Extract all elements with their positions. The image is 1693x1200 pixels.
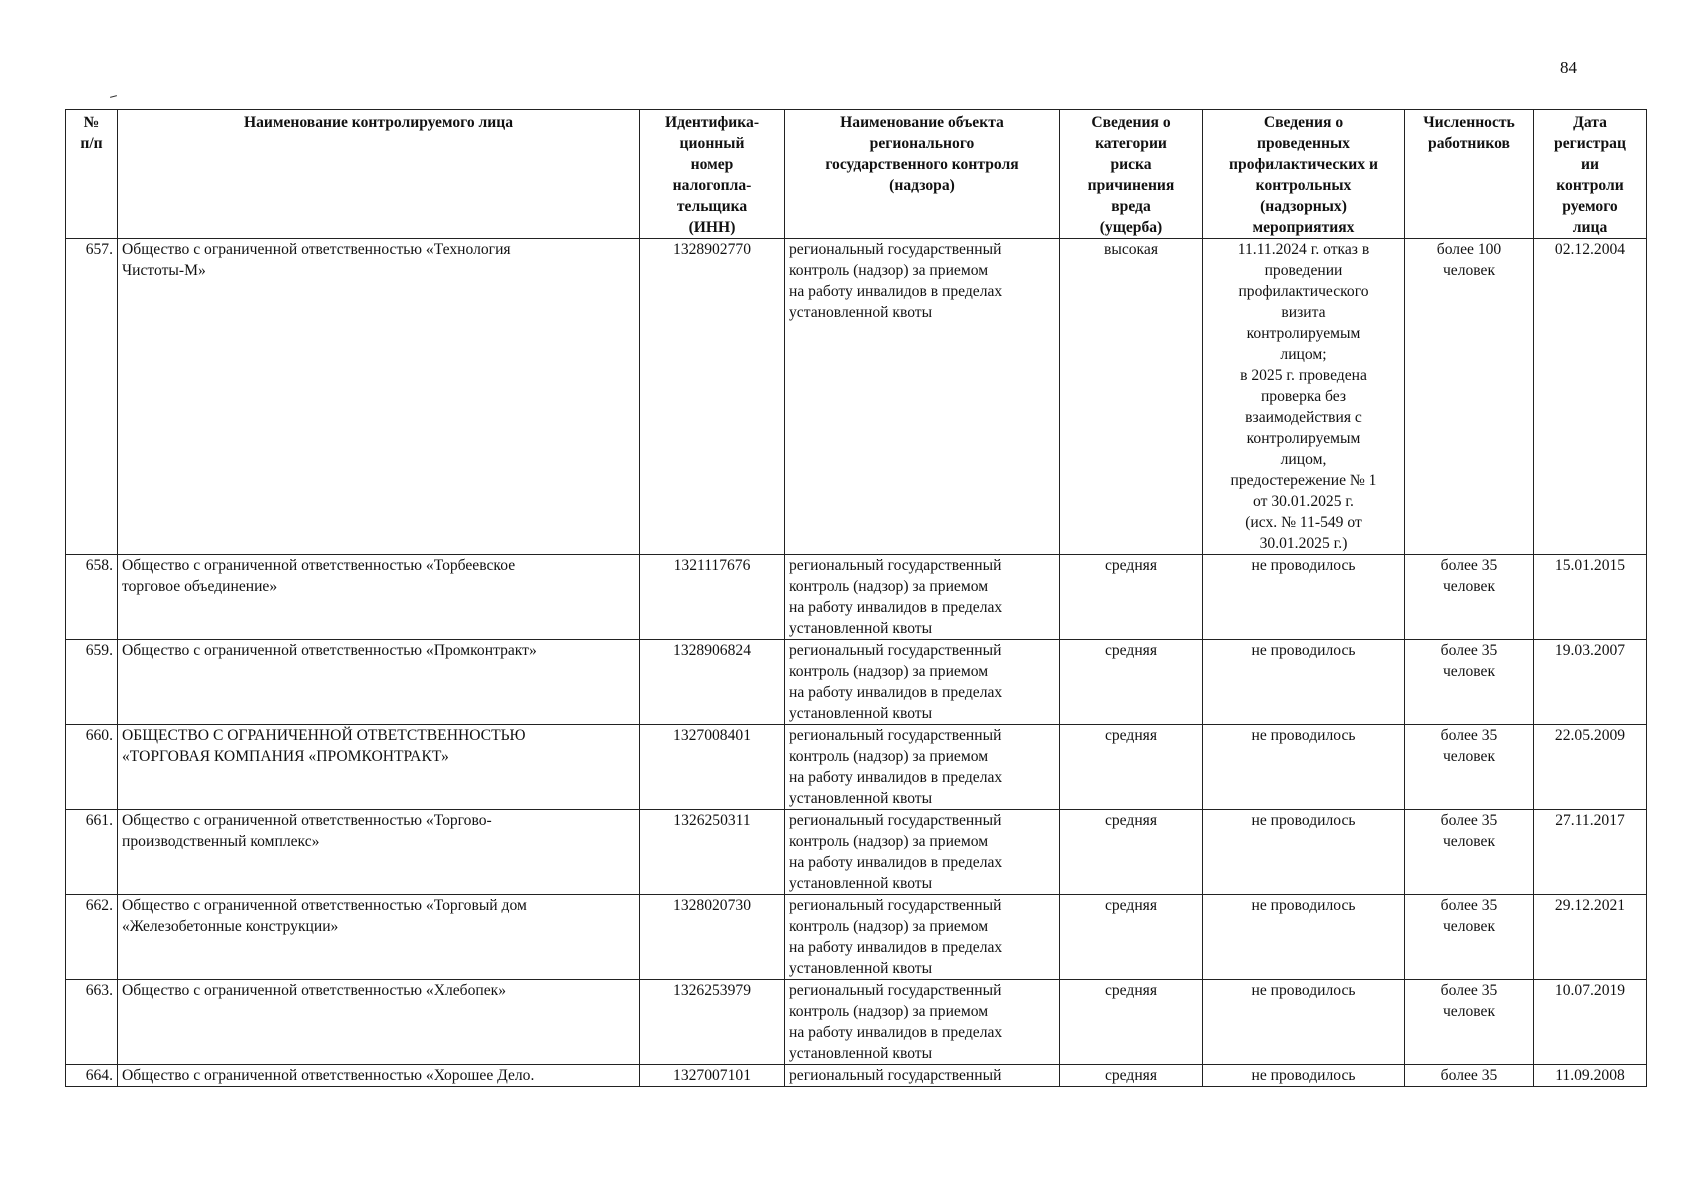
inn-value	[640, 725, 785, 810]
control-object-line: региональный государственный	[789, 557, 1002, 574]
control-object-line: установленной квоты	[789, 705, 933, 722]
inn-value	[640, 980, 785, 1065]
col-risk-header-line: вреда	[1111, 198, 1151, 215]
measures-info	[1203, 725, 1405, 810]
organization-name-line: Общество с ограниченной ответственностью «Торгово-	[122, 812, 492, 829]
registration-date	[1534, 239, 1647, 555]
col-measures-header-line: контрольных	[1255, 177, 1352, 194]
organization-name	[118, 640, 640, 725]
measures-info-line: проведении	[1264, 262, 1343, 279]
measures-info	[1203, 980, 1405, 1065]
organization-name	[118, 810, 640, 895]
registration-date-line: 15.01.2015	[1554, 557, 1626, 574]
table-row	[66, 810, 1647, 895]
organization-name-line: Общество с ограниченной ответственностью «Хлебопек»	[122, 982, 507, 999]
control-object	[785, 555, 1060, 640]
risk-category	[1060, 555, 1203, 640]
measures-info-line: не проводилось	[1251, 727, 1356, 744]
control-object-line: контроль (надзор) за приемом	[789, 578, 989, 595]
control-object-line: установленной квоты	[789, 960, 933, 977]
inn-value-line: 1326250311	[673, 812, 751, 829]
row-number-line: 659.	[85, 642, 113, 659]
control-object-line: контроль (надзор) за приемом	[789, 663, 989, 680]
control-object	[785, 640, 1060, 725]
col-risk-header-line: причинения	[1087, 177, 1175, 194]
col-date-header-line: лица	[1572, 219, 1608, 236]
registration-date	[1534, 555, 1647, 640]
control-object-line: региональный государственный	[789, 1067, 1002, 1084]
col-object-header-line: Наименование объекта	[840, 114, 1004, 131]
control-object	[785, 1065, 1060, 1087]
risk-category-line: средняя	[1104, 727, 1158, 744]
staff-count	[1405, 810, 1534, 895]
registration-date-line: 02.12.2004	[1554, 241, 1626, 258]
table-header	[66, 110, 1647, 239]
staff-count	[1405, 1065, 1534, 1087]
measures-info	[1203, 640, 1405, 725]
measures-info-line: 30.01.2025 г.)	[1259, 535, 1348, 552]
measures-info	[1203, 555, 1405, 640]
staff-count-line: человек	[1442, 918, 1496, 935]
inn-value	[640, 640, 785, 725]
control-object-line: контроль (надзор) за приемом	[789, 833, 989, 850]
col-object-header-line: (надзора)	[889, 177, 955, 194]
table-row	[66, 725, 1647, 810]
col-object-header	[785, 110, 1060, 239]
risk-category	[1060, 895, 1203, 980]
table-row	[66, 239, 1647, 555]
row-number	[66, 1065, 118, 1087]
risk-category	[1060, 725, 1203, 810]
col-object-header-line: государственного контроля	[825, 156, 1019, 173]
col-inn-header-line: Идентифика-	[664, 114, 760, 131]
col-risk-header	[1060, 110, 1203, 239]
col-object-header-line: регионального	[869, 135, 975, 152]
staff-count-line: более 35	[1440, 727, 1498, 744]
control-object	[785, 980, 1060, 1065]
organization-name	[118, 555, 640, 640]
row-number	[66, 725, 118, 810]
measures-info-line: профилактического	[1238, 283, 1369, 300]
control-object-line: региональный государственный	[789, 642, 1002, 659]
control-object-line: контроль (надзор) за приемом	[789, 918, 989, 935]
staff-count-line: более 100	[1436, 241, 1502, 258]
row-number	[66, 239, 118, 555]
col-date-header-line: контроли	[1556, 177, 1624, 194]
inn-value	[640, 895, 785, 980]
control-object	[785, 725, 1060, 810]
control-object-line: установленной квоты	[789, 1045, 933, 1062]
col-measures-header-line: (надзорных)	[1260, 198, 1347, 215]
risk-category	[1060, 239, 1203, 555]
control-object-line: региональный государственный	[789, 727, 1002, 744]
measures-info	[1203, 239, 1405, 555]
control-object-line: установленной квоты	[789, 875, 933, 892]
registration-date-line: 19.03.2007	[1554, 642, 1626, 659]
control-object-line: контроль (надзор) за приемом	[789, 1003, 989, 1020]
risk-category	[1060, 980, 1203, 1065]
control-object-line: на работу инвалидов в пределах	[789, 854, 1003, 871]
staff-count-line: человек	[1442, 748, 1496, 765]
control-object-line: на работу инвалидов в пределах	[789, 769, 1003, 786]
organization-name-line: Общество с ограниченной ответственностью «Торбеевское	[122, 557, 516, 574]
control-object-line: установленной квоты	[789, 620, 933, 637]
registration-date-line: 10.07.2019	[1554, 982, 1626, 999]
organization-name-line: ОБЩЕСТВО С ОГРАНИЧЕННОЙ ОТВЕТСТВЕННОСТЬЮ	[122, 727, 526, 744]
registration-date	[1534, 895, 1647, 980]
row-number	[66, 810, 118, 895]
inn-value-line: 1328902770	[673, 241, 751, 258]
organization-name-line: Общество с ограниченной ответственностью «Торговый дом	[122, 897, 527, 914]
col-inn-header-line: ционный	[679, 135, 745, 152]
inn-value-line: 1327007101	[673, 1067, 751, 1084]
col-staff-header	[1405, 110, 1534, 239]
control-object	[785, 239, 1060, 555]
organization-name-line: Чистоты-М»	[122, 262, 206, 279]
measures-info-line: взаимодействия с	[1245, 409, 1362, 426]
staff-count-line: более 35	[1440, 897, 1498, 914]
control-object-line: региональный государственный	[789, 897, 1002, 914]
measures-info-line: лицом,	[1280, 451, 1327, 468]
measures-info-line: не проводилось	[1251, 897, 1356, 914]
measures-info	[1203, 1065, 1405, 1087]
col-inn-header-line: (ИНН)	[688, 219, 736, 236]
organization-name-line: торговое объединение»	[122, 578, 278, 595]
organization-name	[118, 895, 640, 980]
measures-info-line: в 2025 г. проведена	[1240, 367, 1367, 384]
col-measures-header-line: мероприятиях	[1252, 219, 1355, 236]
col-date-header-line: руемого	[1562, 198, 1618, 215]
registration-date-line: 27.11.2017	[1555, 812, 1625, 829]
col-measures-header-line: проведенных	[1257, 135, 1350, 152]
organization-name	[118, 725, 640, 810]
col-date-header	[1534, 110, 1647, 239]
risk-category-line: средняя	[1104, 897, 1158, 914]
col-staff-header-line: работников	[1428, 135, 1510, 152]
measures-info-line: лицом;	[1280, 346, 1327, 363]
row-number	[66, 980, 118, 1065]
staff-count	[1405, 239, 1534, 555]
registration-date-line: 11.09.2008	[1555, 1067, 1625, 1084]
risk-category-line: средняя	[1104, 1067, 1158, 1084]
staff-count	[1405, 895, 1534, 980]
control-object-line: установленной квоты	[789, 790, 933, 807]
control-object-line: контроль (надзор) за приемом	[789, 748, 989, 765]
measures-info	[1203, 895, 1405, 980]
staff-count-line: человек	[1442, 262, 1496, 279]
table-row	[66, 640, 1647, 725]
staff-count	[1405, 555, 1534, 640]
table-row	[66, 980, 1647, 1065]
col-risk-header-line: (ущерба)	[1099, 219, 1163, 236]
measures-info-line: не проводилось	[1251, 982, 1356, 999]
col-inn-header	[640, 110, 785, 239]
control-object-line: на работу инвалидов в пределах	[789, 684, 1003, 701]
measures-info-line: не проводилось	[1251, 642, 1356, 659]
staff-count-line: более 35	[1440, 982, 1498, 999]
staff-count-line: более 35	[1440, 557, 1498, 574]
measures-info-line: визита	[1281, 304, 1326, 321]
measures-info-line: предостережение № 1	[1230, 472, 1377, 489]
measures-info-line: контролируемым	[1246, 430, 1361, 447]
table-row	[66, 555, 1647, 640]
risk-category-line: высокая	[1104, 241, 1158, 258]
col-risk-header-line: риска	[1110, 156, 1152, 173]
staff-count-line: человек	[1442, 1003, 1496, 1020]
measures-info-line: проверка без	[1260, 388, 1347, 405]
row-number-line: 664.	[85, 1067, 113, 1084]
col-name-header-line: Наименование контролируемого лица	[243, 114, 514, 131]
inn-value-line: 1326253979	[673, 982, 751, 999]
col-inn-header-line: номер	[690, 156, 734, 173]
staff-count-line: более 35	[1440, 642, 1498, 659]
risk-category	[1060, 810, 1203, 895]
registry-table	[65, 109, 1647, 1087]
measures-info	[1203, 810, 1405, 895]
measures-info-line: не проводилось	[1251, 1067, 1356, 1084]
scan-mark	[110, 95, 117, 98]
measures-info-line: (исх. № 11-549 от	[1245, 514, 1362, 531]
staff-count-line: более 35	[1440, 812, 1498, 829]
control-object-line: установленной квоты	[789, 304, 933, 321]
risk-category-line: средняя	[1104, 982, 1158, 999]
measures-info-line: не проводилось	[1251, 812, 1356, 829]
staff-count	[1405, 640, 1534, 725]
col-risk-header-line: категории	[1095, 135, 1167, 152]
col-measures-header	[1203, 110, 1405, 239]
row-number-line: 658.	[85, 557, 113, 574]
inn-value-line: 1321117676	[673, 557, 751, 574]
row-number	[66, 895, 118, 980]
staff-count-line: человек	[1442, 578, 1496, 595]
control-object-line: на работу инвалидов в пределах	[789, 939, 1003, 956]
inn-value	[640, 1065, 785, 1087]
registration-date	[1534, 640, 1647, 725]
row-number-line: 657.	[85, 241, 113, 258]
row-number	[66, 640, 118, 725]
control-object-line: на работу инвалидов в пределах	[789, 1024, 1003, 1041]
registration-date	[1534, 725, 1647, 810]
staff-count-line: человек	[1442, 663, 1496, 680]
col-date-header-line: Дата	[1573, 114, 1607, 131]
col-measures-header-line: Сведения о	[1263, 114, 1344, 131]
organization-name-line: Общество с ограниченной ответственностью «Технология	[122, 241, 511, 258]
col-date-header-line: регистрац	[1554, 135, 1626, 152]
inn-value-line: 1327008401	[673, 727, 751, 744]
col-risk-header-line: Сведения о	[1091, 114, 1171, 131]
registration-date	[1534, 980, 1647, 1065]
col-number-header	[66, 110, 118, 239]
measures-info-line: не проводилось	[1251, 557, 1356, 574]
inn-value	[640, 555, 785, 640]
control-object	[785, 810, 1060, 895]
risk-category	[1060, 640, 1203, 725]
row-number-line: 660.	[85, 727, 113, 744]
risk-category-line: средняя	[1104, 642, 1158, 659]
header-row	[66, 110, 1647, 239]
risk-category	[1060, 1065, 1203, 1087]
table-row	[66, 895, 1647, 980]
staff-count-line: более 35	[1440, 1067, 1498, 1084]
col-name-header	[118, 110, 640, 239]
col-date-header-line: ии	[1581, 156, 1599, 173]
measures-info-line: контролируемым	[1246, 325, 1361, 342]
registration-date	[1534, 810, 1647, 895]
col-inn-header-line: тельщика	[676, 198, 748, 215]
control-object-line: контроль (надзор) за приемом	[789, 262, 989, 279]
row-number-line: 661.	[85, 812, 113, 829]
registration-date	[1534, 1065, 1647, 1087]
col-measures-header-line: профилактических и	[1229, 156, 1378, 173]
risk-category-line: средняя	[1104, 557, 1158, 574]
staff-count	[1405, 980, 1534, 1065]
measures-info-line: от 30.01.2025 г.	[1253, 493, 1354, 510]
control-object-line: региональный государственный	[789, 241, 1002, 258]
organization-name	[118, 1065, 640, 1087]
col-number-header-line: п/п	[80, 135, 103, 152]
staff-count	[1405, 725, 1534, 810]
staff-count-line: человек	[1442, 833, 1496, 850]
control-object-line: региональный государственный	[789, 982, 1002, 999]
col-inn-header-line: налогопла-	[672, 177, 752, 194]
measures-info-line: 11.11.2024 г. отказ в	[1237, 241, 1370, 258]
col-number-header-line: №	[83, 114, 100, 131]
table-row	[66, 1065, 1647, 1087]
organization-name-line: «Железобетонные конструкции»	[122, 918, 339, 935]
control-object-line: на работу инвалидов в пределах	[789, 283, 1003, 300]
inn-value-line: 1328020730	[673, 897, 751, 914]
registration-date-line: 29.12.2021	[1554, 897, 1626, 914]
organization-name	[118, 980, 640, 1065]
organization-name-line: производственный комплекс»	[122, 833, 320, 850]
organization-name	[118, 239, 640, 555]
control-object-line: на работу инвалидов в пределах	[789, 599, 1003, 616]
organization-name-line: Общество с ограниченной ответственностью «Хорошее Дело.	[122, 1067, 535, 1084]
organization-name-line: «ТОРГОВАЯ КОМПАНИЯ «ПРОМКОНТРАКТ»	[122, 748, 449, 765]
control-object	[785, 895, 1060, 980]
organization-name-line: Общество с ограниченной ответственностью «Промконтракт»	[122, 642, 537, 659]
table-body	[66, 239, 1647, 1087]
risk-category-line: средняя	[1104, 812, 1158, 829]
control-object-line: региональный государственный	[789, 812, 1002, 829]
inn-value-line: 1328906824	[673, 642, 751, 659]
page-number: 84	[1560, 58, 1577, 77]
col-staff-header-line: Численность	[1423, 114, 1515, 131]
registration-date-line: 22.05.2009	[1554, 727, 1626, 744]
row-number-line: 662.	[85, 897, 113, 914]
row-number-line: 663.	[85, 982, 113, 999]
inn-value	[640, 810, 785, 895]
inn-value	[640, 239, 785, 555]
row-number	[66, 555, 118, 640]
